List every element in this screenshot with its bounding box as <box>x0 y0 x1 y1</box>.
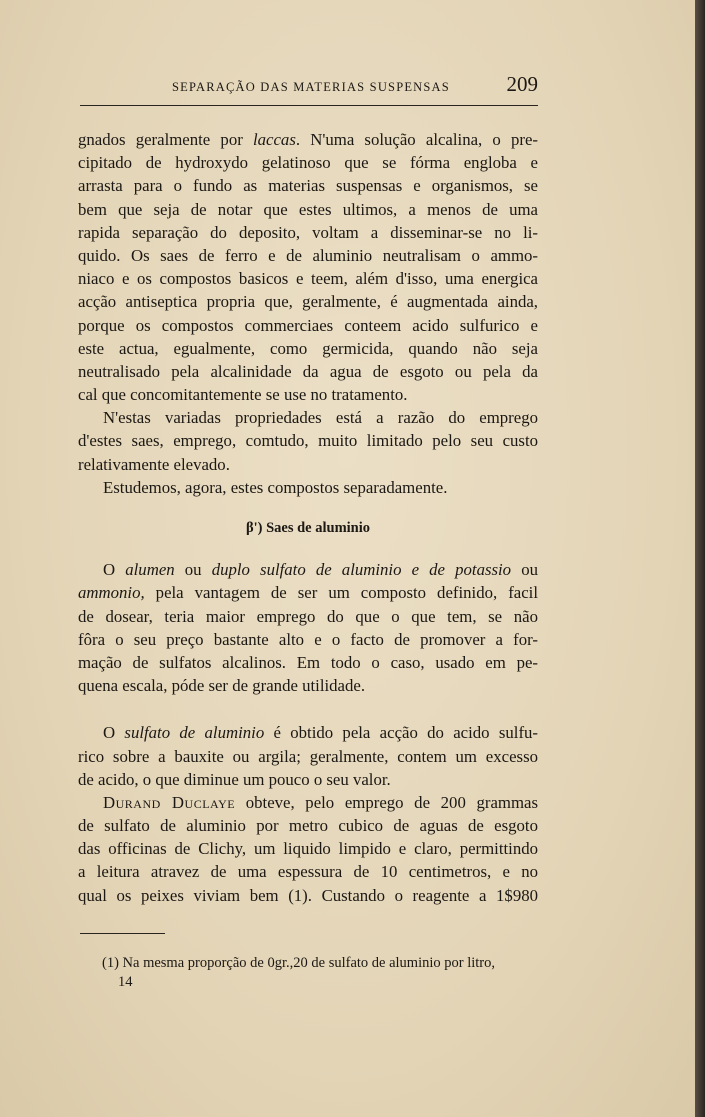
text-line: qual os peixes viviam bem (1). Custando o reagente a 1$980 <box>78 885 538 905</box>
text-line: rapida separação do deposito, voltam a disseminar-se no li- <box>78 222 538 242</box>
text-line: N'estas variadas propriedades está a razão do emprego <box>103 408 538 428</box>
text-line: gnados geralmente por laccas. N'uma solução alcalina, o pre- <box>78 130 538 149</box>
text-line: d'estes saes, emprego, comtudo, muito limitado pelo seu custo <box>78 431 538 451</box>
footnote: (1) Na mesma proporção de 0gr.,20 de sulfato de aluminio por litro, <box>102 955 496 971</box>
text-line: cal que concomitantemente se use no tratamento. <box>78 385 408 405</box>
header-rule <box>80 105 538 106</box>
text-line: ammonio, pela vantagem de ser um composto definido, facil <box>78 583 538 603</box>
text-line: quido. Os saes de ferro e de aluminio neutralisam o ammo- <box>78 245 538 265</box>
page-number: 209 <box>506 72 538 96</box>
running-title: SEPARAÇÃO DAS MATERIAS SUSPENSAS <box>172 80 450 94</box>
text-line: Durand Duclaye obteve, pelo emprego de 200 grammas <box>103 792 538 812</box>
text-line: a leitura atravez de uma espessura de 10 centimetros, e no <box>78 862 538 882</box>
text-line: de dosear, teria maior emprego do que o que tem, se não <box>78 606 538 626</box>
text-line: Estudemos, agora, estes compostos separadamente. <box>103 477 448 497</box>
text-line: acção antiseptica propria que, geralmente, é augmentada ainda, <box>78 292 538 312</box>
body-text <box>78 128 538 907</box>
paragraph <box>78 558 538 697</box>
paragraph-gap <box>78 697 538 721</box>
text-line: de acido, o que diminue um pouco o seu valor. <box>78 769 391 789</box>
text-line: O alumen ou duplo sulfato de aluminio e de potassio ou <box>103 560 538 580</box>
text-line: cipitado de hydroxydo gelatinoso que se fórma engloba e <box>78 153 538 173</box>
text-line: mação de sulfatos alcalinos. Em todo o caso, usado em pe- <box>78 652 538 672</box>
text-line: O sulfato de aluminio é obtido pela acção do acido sulfu- <box>103 723 538 743</box>
text-line: quena escala, póde ser de grande utilidade. <box>78 676 366 696</box>
text-line: niaco e os compostos basicos e teem, além d'isso, uma energica <box>78 269 538 289</box>
text-line: rico sobre a bauxite ou argila; geralmente, contem um excesso <box>78 746 538 766</box>
footnote-rule <box>80 933 165 934</box>
text-line: porque os compostos commerciaes conteem acido sulfurico e <box>78 315 538 335</box>
text-line: de sulfato de aluminio por metro cubico de aguas de esgoto <box>78 816 538 836</box>
paragraph <box>78 476 538 499</box>
text-line: fôra o seu preço bastante alto e o facto de promover a for- <box>78 629 538 649</box>
signature-mark: 14 <box>118 974 133 990</box>
paragraph <box>78 128 538 406</box>
page-header <box>80 72 538 102</box>
text-line: neutralisado pela alcalinidade da agua de esgoto ou pela da <box>78 361 538 381</box>
text-line: bem que seja de notar que estes ultimos, a menos de uma <box>78 199 538 219</box>
paragraph <box>78 406 538 476</box>
text-line: este actua, egualmente, como germicida, quando não seja <box>78 338 538 358</box>
text-line: arrasta para o fundo as materias suspensas e organismos, se <box>78 176 538 196</box>
paragraph <box>78 721 538 791</box>
section-heading: β') Saes de aluminio <box>245 520 371 536</box>
book-spine-edge <box>695 0 705 1117</box>
text-line: relativamente elevado. <box>78 454 230 474</box>
text-line: das officinas de Clichy, um liquido limpido e claro, permittindo <box>78 839 538 859</box>
paragraph <box>78 791 538 907</box>
